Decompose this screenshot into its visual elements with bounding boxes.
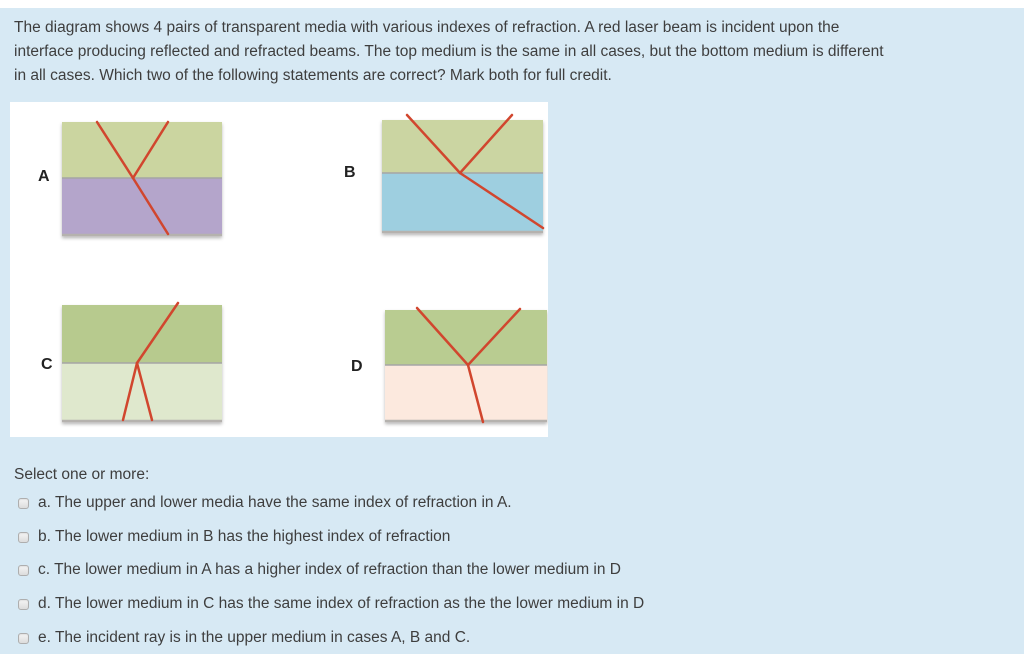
option-row-d[interactable] bbox=[18, 592, 1008, 616]
diagram-b-media bbox=[382, 120, 543, 233]
diagram-c-media bbox=[62, 305, 222, 422]
checkbox-d[interactable] bbox=[18, 599, 29, 610]
checkbox-e[interactable] bbox=[18, 633, 29, 644]
select-instruction: Select one or more: bbox=[14, 466, 150, 483]
option-row-b[interactable] bbox=[18, 525, 1008, 549]
option-label-d: d. The lower medium in C has the same index of refraction as the the lower medium in D bbox=[38, 595, 645, 612]
checkbox-b[interactable] bbox=[18, 532, 29, 543]
option-row-c[interactable] bbox=[18, 558, 1008, 582]
refraction-diagrams bbox=[10, 102, 548, 437]
question-line-3: in all cases. Which two of the following statements are correct? Mark both for full credit. bbox=[14, 67, 612, 84]
diagram-a-bottom-medium bbox=[62, 178, 222, 236]
diagram-b-top-medium bbox=[382, 120, 543, 173]
option-label-a: a. The upper and lower media have the same index of refraction in A. bbox=[38, 494, 512, 511]
diagram-d-top-medium bbox=[385, 310, 547, 365]
diagram-label-b: B bbox=[344, 164, 356, 181]
top-strip bbox=[0, 0, 1024, 8]
question-line-1: The diagram shows 4 pairs of transparent media with various indexes of refraction. A red laser beam is incident upon the bbox=[14, 19, 840, 36]
option-row-e[interactable] bbox=[18, 626, 1008, 650]
diagram-label-d: D bbox=[351, 358, 363, 375]
diagram-a-top-medium bbox=[62, 122, 222, 178]
option-label-b: b. The lower medium in B has the highest index of refraction bbox=[38, 528, 451, 545]
option-row-a[interactable] bbox=[18, 491, 1008, 515]
option-label-c: c. The lower medium in A has a higher index of refraction than the lower medium in D bbox=[38, 561, 621, 578]
question-line-2: interface producing reflected and refracted beams. The top medium is the same in all cases, but the bottom medium is different bbox=[14, 43, 884, 60]
question-text bbox=[14, 16, 1018, 88]
diagram-a-media bbox=[62, 122, 222, 236]
option-label-e: e. The incident ray is in the upper medium in cases A, B and C. bbox=[38, 629, 471, 646]
diagram-label-a: A bbox=[38, 168, 50, 185]
diagram-label-c: C bbox=[41, 356, 53, 373]
diagram-d-bottom-medium bbox=[385, 365, 547, 422]
checkbox-a[interactable] bbox=[18, 498, 29, 509]
diagram-panel bbox=[10, 102, 548, 437]
diagram-c-bottom-medium bbox=[62, 363, 222, 422]
diagram-d-media bbox=[385, 310, 547, 422]
checkbox-c[interactable] bbox=[18, 565, 29, 576]
diagram-b-bottom-medium bbox=[382, 173, 543, 233]
